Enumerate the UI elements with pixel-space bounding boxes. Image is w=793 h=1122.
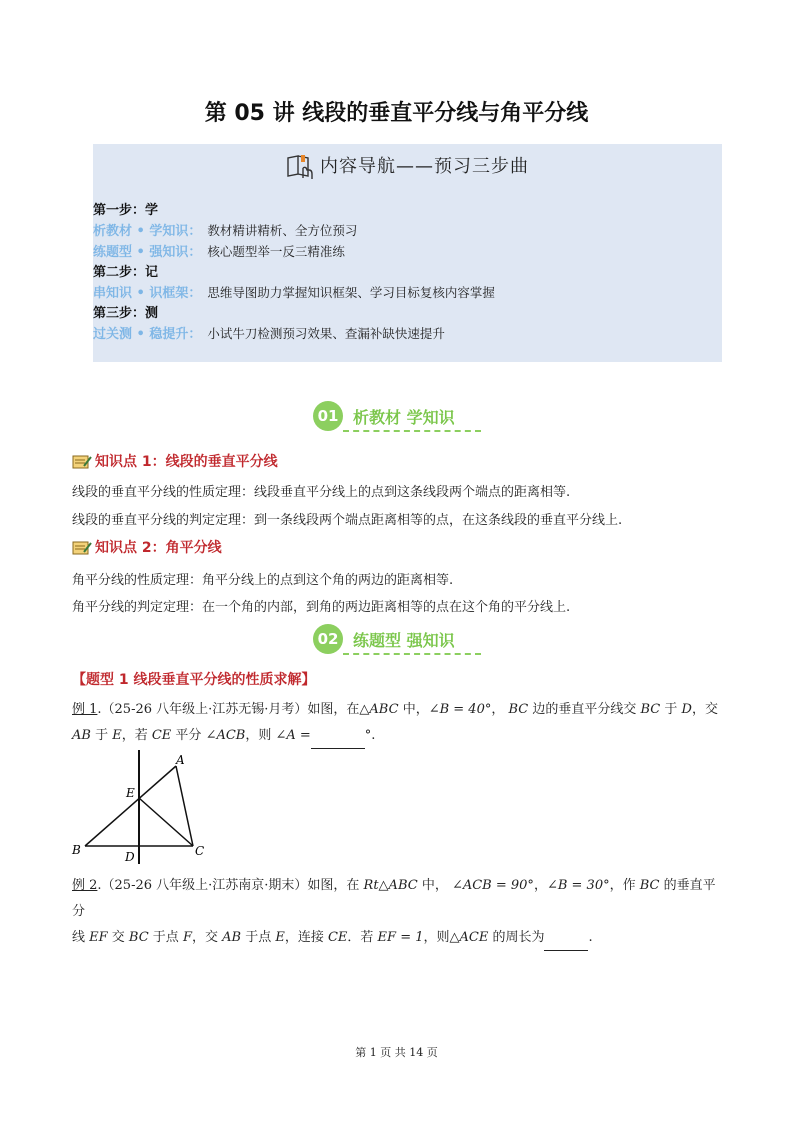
angle-a: ∠A = xyxy=(275,728,311,743)
question-type-1-heading: 【题型 1 线段垂直平分线的性质求解】 xyxy=(72,672,316,688)
notebook-pencil-icon xyxy=(72,454,92,470)
text: ，若 xyxy=(121,728,152,743)
triangle-ace: △ACE xyxy=(449,930,489,945)
text: ，连接 xyxy=(284,930,328,945)
text: 交 xyxy=(107,930,129,945)
label-c: C xyxy=(195,844,205,858)
content-navigation-box xyxy=(93,144,722,362)
text: 于 xyxy=(90,728,113,743)
nav-row-3-desc: 思维导图助力掌握知识框架、学习目标复核内容掌握 xyxy=(207,285,495,300)
section-01-badge: 01 xyxy=(313,401,343,431)
angle-b: ∠B = 40° xyxy=(428,702,492,717)
kp2-determination-theorem: 角平分线的判定定理：在一个角的内部，到角的两边距离相等的点在这个角的平分线上. xyxy=(72,600,571,615)
triangle-abc: △ABC xyxy=(359,702,399,717)
knowledge-point-2-title: 知识点 2：角平分线 xyxy=(95,540,222,556)
nav-row-2-label: 练题型 • 强知识： xyxy=(93,245,202,260)
segment-ab: AB xyxy=(222,930,242,945)
notebook-pencil-icon xyxy=(72,540,92,556)
segment-ce: CE xyxy=(151,728,172,743)
section-01-title: 析教材 学知识 xyxy=(353,408,455,427)
text: ，则 xyxy=(245,728,276,743)
text: 的周长为 xyxy=(488,930,545,945)
label-e: E xyxy=(126,786,135,800)
text: ，交 xyxy=(691,702,718,717)
nav-row-2-desc: 核心题型举一反三精准练 xyxy=(207,244,345,259)
text: 线 xyxy=(72,930,90,945)
text: ， xyxy=(491,702,509,717)
example-1-label: 例 1 xyxy=(72,702,98,717)
nav-row-4-desc: 小试牛刀检测预习效果、查漏补缺快速提升 xyxy=(207,326,445,341)
text: ，作 xyxy=(609,878,640,893)
ef-value: EF = 1 xyxy=(377,930,424,945)
example-1-figure xyxy=(68,750,218,870)
nav-row-1-desc: 教材精讲精析、全方位预习 xyxy=(207,223,358,238)
text: 于点 xyxy=(148,930,183,945)
text: °. xyxy=(364,728,376,743)
kp2-property-theorem: 角平分线的性质定理：角平分线上的点到这个角的两边的距离相等. xyxy=(72,573,454,588)
segment-bc: BC xyxy=(128,930,149,945)
text: . xyxy=(588,930,593,945)
text: ，则 xyxy=(423,930,450,945)
step-3-heading: 第三步：测 xyxy=(93,306,159,321)
text: 中， xyxy=(417,878,452,893)
section-02-underline xyxy=(343,653,481,655)
nav-row-1-label: 析教材 • 学知识： xyxy=(93,224,202,239)
section-02-badge: 02 xyxy=(313,624,343,654)
answer-blank[interactable] xyxy=(311,734,365,749)
knowledge-point-1-title: 知识点 1：线段的垂直平分线 xyxy=(95,454,278,470)
nav-row-1 xyxy=(93,220,357,239)
navigation-heading xyxy=(93,152,722,180)
segment-ab: AB xyxy=(72,728,91,743)
text: 于点 xyxy=(241,930,276,945)
nav-row-4-label: 过关测 • 稳提升： xyxy=(93,327,202,342)
text: ．若 xyxy=(347,930,378,945)
section-01-underline xyxy=(343,430,481,432)
step-1-heading: 第一步：学 xyxy=(93,203,159,218)
point-e: E xyxy=(112,728,122,743)
segment-ce: CE xyxy=(327,930,348,945)
example-2-source: .（25-26 八年级上·江苏南京·期末）如图，在 xyxy=(97,878,364,893)
point-d: D xyxy=(681,702,692,717)
nav-row-3-label: 串知识 • 识框架： xyxy=(93,286,202,301)
knowledge-point-1-heading xyxy=(72,451,278,471)
example-1 xyxy=(72,697,727,749)
text: 的垂直平分 xyxy=(72,878,716,919)
angle-b: ∠B = 30° xyxy=(546,878,610,893)
text: 于 xyxy=(660,702,682,717)
text: 中， xyxy=(398,702,429,717)
example-1-source: .（25-26 八年级上·江苏无锡·月考）如图，在 xyxy=(97,702,360,717)
answer-blank[interactable] xyxy=(544,936,588,951)
example-2-label: 例 2 xyxy=(72,878,98,893)
page-title: 第 05 讲 线段的垂直平分线与角平分线 xyxy=(204,101,589,126)
step-2-heading: 第二步：记 xyxy=(93,265,159,280)
label-a: A xyxy=(176,753,185,767)
text: 平分 xyxy=(171,728,206,743)
point-f: F xyxy=(182,930,192,945)
segment-bc: BC xyxy=(508,702,529,717)
label-d: D xyxy=(125,850,135,864)
angle-acb: ∠ACB xyxy=(205,728,246,743)
text: 边的垂直平分线交 xyxy=(528,702,641,717)
page-footer: 第 1 页 共 14 页 xyxy=(355,1046,438,1059)
segment-bc: BC xyxy=(640,702,661,717)
nav-row-2 xyxy=(93,241,345,260)
example-2 xyxy=(72,873,727,951)
right-triangle-abc: Rt△ABC xyxy=(363,878,418,893)
section-02-title: 练题型 强知识 xyxy=(353,631,455,650)
knowledge-point-2-heading xyxy=(72,537,222,557)
segment-ef: EF xyxy=(89,930,108,945)
segment-bc: BC xyxy=(639,878,660,893)
kp1-determination-theorem: 线段的垂直平分线的判定定理：到一条线段两个端点距离相等的点，在这条线段的垂直平分线上. xyxy=(72,513,623,528)
label-b: B xyxy=(72,843,81,857)
text: ， xyxy=(533,878,547,893)
nav-row-3 xyxy=(93,282,495,301)
kp1-property-theorem: 线段的垂直平分线的性质定理：线段垂直平分线上的点到这条线段两个端点的距离相等. xyxy=(72,485,571,500)
book-hand-icon xyxy=(286,154,316,180)
nav-row-4 xyxy=(93,323,445,342)
angle-acb: ∠ACB = 90° xyxy=(451,878,534,893)
navigation-heading-text: 内容导航——预习三步曲 xyxy=(320,156,529,177)
text: ，交 xyxy=(191,930,223,945)
point-e: E xyxy=(275,930,285,945)
